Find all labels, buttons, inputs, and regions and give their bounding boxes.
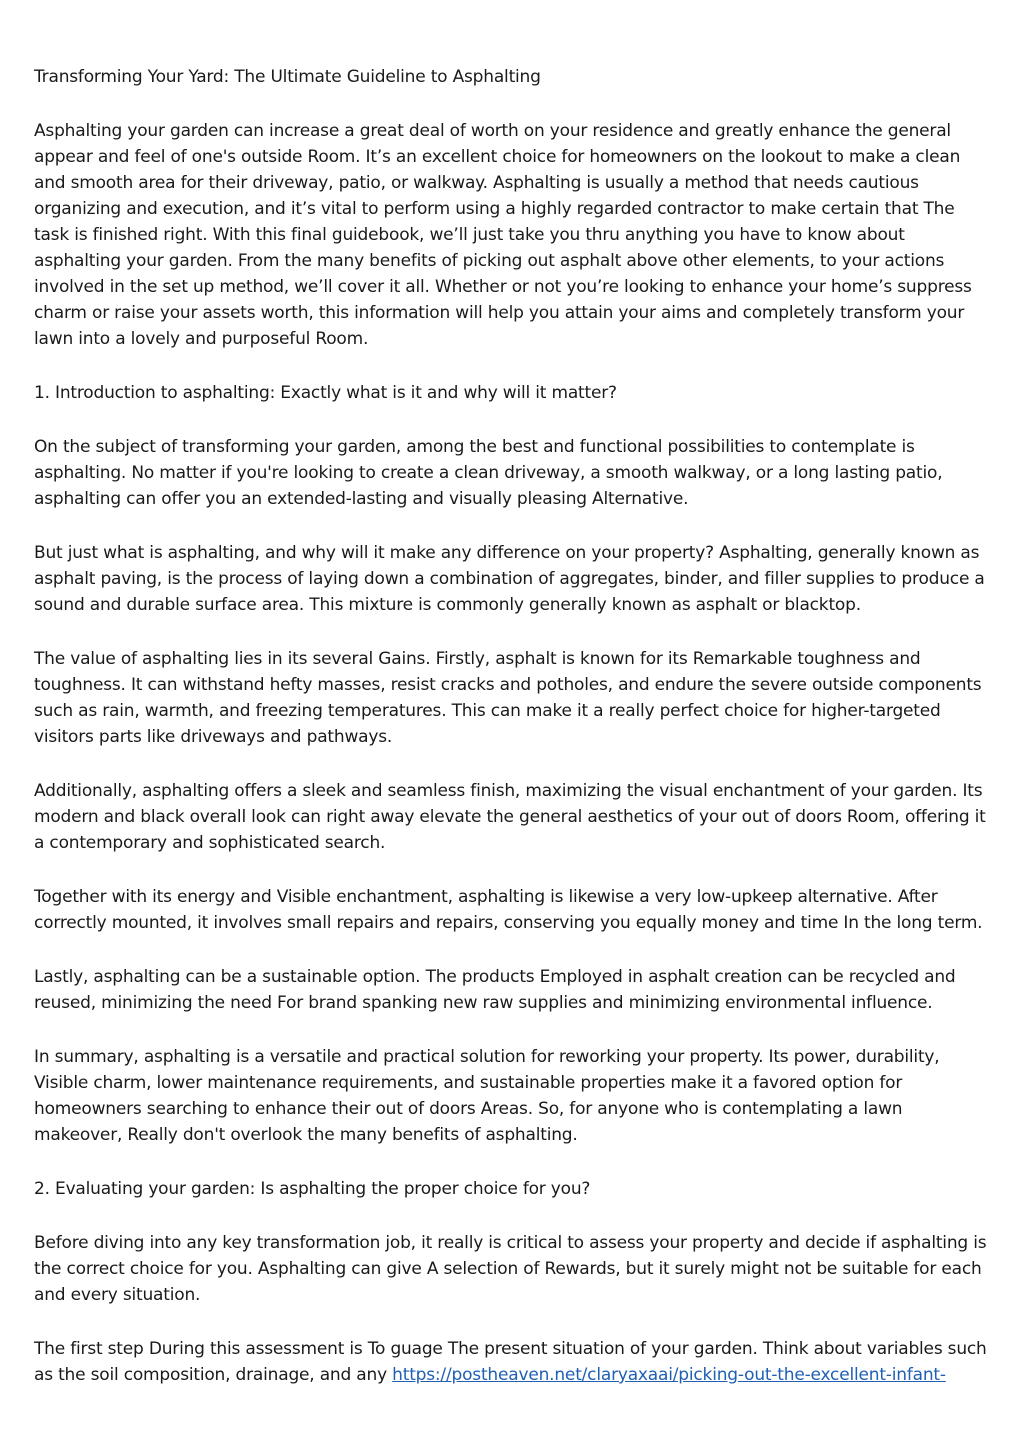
paragraph: But just what is asphalting, and why will it make any difference on your property? Asphalting, generally known as asphalt paving, is the process of laying down a combination of aggregates, binder, and filler supplies to produce a sound and durable surface area. This mixture is commonly generally known as asphalt or blacktop. bbox=[34, 543, 985, 615]
paragraph: The value of asphalting lies in its several Gains. Firstly, asphalt is known for its Remarkable toughness and toughness. It can withstand hefty masses, resist cracks and potholes, and endure the severe outside components such as rain, warmth, and freezing temperatures. This can make it a really perfect choice for higher-targeted visitors parts like driveways and pathways. bbox=[34, 649, 982, 747]
paragraph: Together with its energy and Visible enchantment, asphalting is likewise a very low-upkeep alternative. After correctly mounted, it involves small repairs and repairs, conserving you equally money and time In the long term. bbox=[34, 887, 983, 933]
paragraph: Additionally, asphalting offers a sleek and seamless finish, maximizing the visual enchantment of your garden. Its modern and black overall look can right away elevate the general aesthetics of your out of doors Room, offering it a contemporary and sophisticated search. bbox=[34, 781, 986, 853]
paragraph: In summary, asphalting is a versatile and practical solution for reworking your property. Its power, durability, Visible charm, lower maintenance requirements, and sustainable properties make it a favored option for homeowners searching to enhance their out of doors Areas. So, for anyone who is contemplating a lawn makeover, Really don't overlook the many benefits of asphalting. bbox=[34, 1047, 940, 1145]
last-paragraph-text: The first step During this assessment is To guage The present situation of your garden. Think about variables such as the soil composition, drainage, and any bbox=[34, 1339, 987, 1385]
section-heading-1: 1. Introduction to asphalting: Exactly what is it and why will it matter? bbox=[34, 383, 617, 403]
paragraph: On the subject of transforming your garden, among the best and functional possibilities to contemplate is asphalting. No matter if you're looking to create a clean driveway, a smooth walkway, or a long lasting patio, asphalting can offer you an extended-lasting and visually pleasing Alternative. bbox=[34, 437, 943, 509]
intro-paragraph: Asphalting your garden can increase a great deal of worth on your residence and greatly enhance the general appear and feel of one's outside Room. It’s an excellent choice for homeowners on the lookout to make a clean and smooth area for their driveway, patio, or walkway. Asphalting is usually a method that needs cautious organizing and execution, and it’s vital to perform using a highly regarded contractor to make certain that The task is finished right. With this final guidebook, we’ll just take you thru anything you have to know about asphalting your garden. From the many benefits of picking out asphalt above other elements, to your actions involved in the set up method, we’ll cover it all. Whether or not you’re looking to enhance your home’s suppress charm or raise your assets worth, this information will help you attain your aims and completely transform your lawn into a lovely and purposeful Room. bbox=[34, 121, 972, 349]
document-page bbox=[34, 64, 990, 1416]
paragraph: Lastly, asphalting can be a sustainable option. The products Employed in asphalt creation can be recycled and reused, minimizing the need For brand spanking new raw supplies and minimizing environmental influence. bbox=[34, 967, 956, 1013]
paragraph: Before diving into any key transformation job, it really is critical to assess your property and decide if asphalting is the correct choice for you. Asphalting can give A selection of Rewards, but it surely might not be suitable for each and every situation. bbox=[34, 1233, 987, 1305]
article-link[interactable]: https://postheaven.net/claryaxaai/picking-out-the-excellent-infant- bbox=[392, 1365, 946, 1385]
document-title: Transforming Your Yard: The Ultimate Guideline to Asphalting bbox=[34, 67, 541, 87]
section-heading-2: 2. Evaluating your garden: Is asphalting the proper choice for you? bbox=[34, 1179, 591, 1199]
last-paragraph bbox=[34, 1336, 990, 1388]
